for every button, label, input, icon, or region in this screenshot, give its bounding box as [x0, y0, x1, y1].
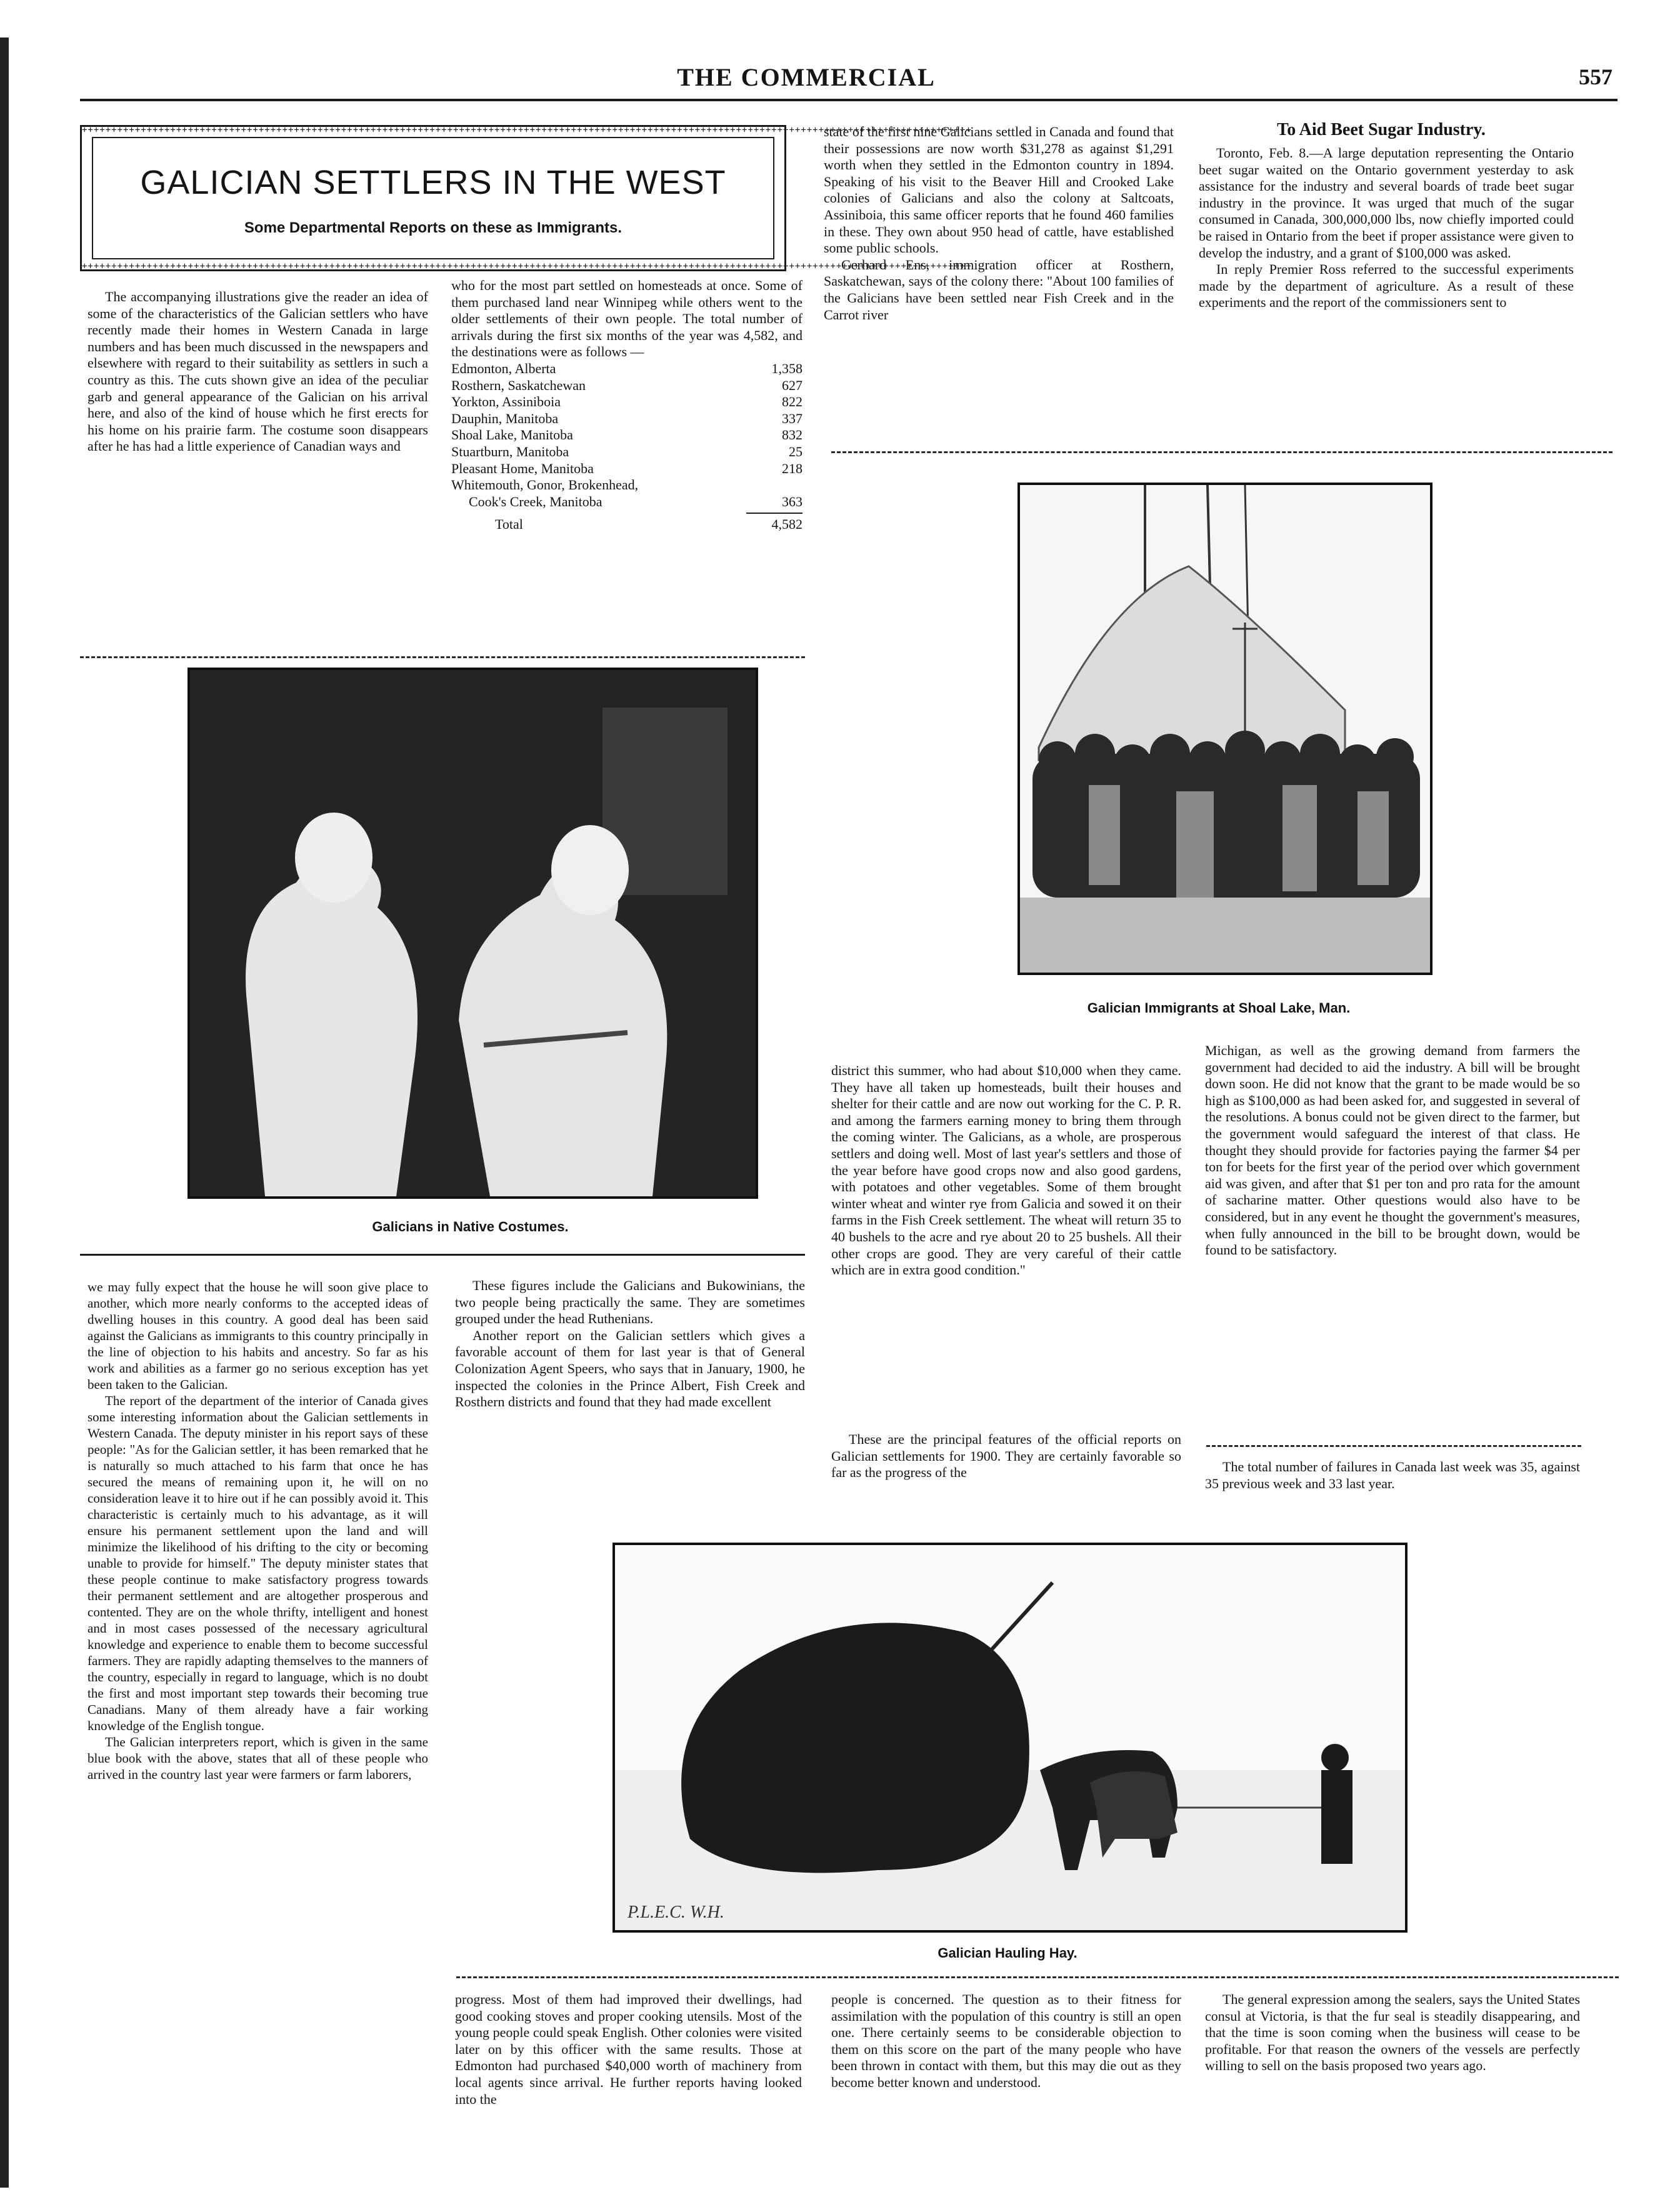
- page-binding-edge: [0, 38, 9, 2188]
- beet-sugar-headline: To Aid Beet Sugar Industry.: [1277, 120, 1486, 139]
- caption-shoal-lake: Galician Immigrants at Shoal Lake, Man.: [1087, 1000, 1351, 1016]
- failures-note: The total number of failures in Canada last week was 35, against 35 previous week and 33 last year.: [1205, 1459, 1580, 1491]
- bottom-paragraph-2: people is concerned. The question as to their fitness for assimilation with the population of this country is still an open one. There certainly seems to be considerable objection to them on this score on the part of the many people who have been thrown in contact with them, but this may die out as they become better known and understood.: [831, 1991, 1181, 2090]
- section-divider: [80, 1254, 805, 1256]
- article-column-3: [824, 124, 1174, 436]
- figures-column: [455, 1278, 805, 1509]
- caption-native-costumes: Galicians in Native Costumes.: [372, 1219, 569, 1234]
- section-divider: [80, 656, 805, 658]
- total-value: 4,582: [771, 516, 802, 533]
- destination-place: Rosthern, Saskatchewan: [451, 377, 586, 393]
- figures-paragraph-2: Another report on the Galician settlers which gives a favorable account of them for last year is that of General Colonization Agent Speers, who says that in January, 1900, he inspected the colonies in the Prince Albert, Fish Creek and Rosthern districts and found that they had made excellent: [455, 1327, 805, 1410]
- destination-row: [451, 477, 802, 494]
- middle-column-b: [1205, 1043, 1580, 1430]
- destination-row: [451, 361, 802, 378]
- beet-sugar-paragraph-2: In reply Premier Ross referred to the successful experiments made by the department of agriculture. As a result of these experiments and the report of the commissioners sent to: [1199, 261, 1574, 311]
- principal-features-column: [831, 1431, 1181, 1500]
- decorative-border-bottom: +++++++++++++++++++++++++++++++++++++++++++++++++++++++++++++++++++++++++++++++++++++++++++++++++++++++++++++++++++++++++++++++++++++++++++++++++++++++: [82, 261, 972, 271]
- section-divider: [831, 451, 1612, 453]
- destination-count: 627: [782, 377, 802, 393]
- destinations-table: [451, 361, 802, 510]
- destination-place: Pleasant Home, Manitoba: [451, 460, 594, 476]
- page-number: 557: [1579, 64, 1612, 89]
- beet-sugar-paragraph-1: Toronto, Feb. 8.—A large deputation representing the Ontario beet sugar waited on the Ontario government yesterday to ask assistance for the industry and several boards of trade beet sugar industry in the province. It was urged that much of the sugar consumed in Canada, 300,000,000 lbs, now chiefly imported could be raised in Ontario from the beet if proper assistance were given to develop the industry, and a grant of $100,000 was asked.: [1199, 145, 1574, 261]
- headline: GALICIAN SETTLERS IN THE WEST: [140, 164, 726, 201]
- middle-paragraph-b: Michigan, as well as the growing demand from farmers the government had decided to aid the industry. A bill will be brought down soon. He did not know that the grant to be made would be so high as $100,000 as had been asked for, and suggested in several of the resolutions. A bonus could not be given direct to the farmer, but the government would safeguard the interest of that class. He thought they should provide for factories paying the farmer $4 per ton for beets for the first year of the period over which government aid was given, and after that $1 per ton and pro rata for the amount of sacharine matter. Other questions would also have to be considered, but in any event he thought the government's measures, when fully announced in the bill to be brought down, would be found to be satisfactory.: [1205, 1043, 1580, 1258]
- photo-illustration: [1020, 485, 1430, 973]
- article-column-2: [451, 278, 802, 653]
- beet-sugar-article: [1199, 145, 1574, 433]
- col3-paragraph-1: state of the first nine Galicians settled in Canada and found that their possessions are now worth $31,278 as against $1,291 worth when they settled in the Edmonton country in 1894. Speaking of his visit to the Beaver Hill and Crooked Lake colonies of Galicians and also the colony at Saltcoats, Assiniboia, this same officer reports that he found 460 families in these. They own about 950 head of cattle, have established some public schools.: [824, 124, 1174, 256]
- destination-row: [451, 394, 802, 411]
- photo-hauling-hay: [612, 1543, 1408, 1933]
- photo-signature: P.L.E.C. W.H.: [628, 1903, 724, 1922]
- destination-count: [752, 477, 802, 494]
- destination-place: Whitemouth, Gonor, Brokenhead,: [451, 477, 639, 493]
- destination-place: Shoal Lake, Manitoba: [451, 427, 573, 443]
- left-long-column: [88, 1279, 428, 2179]
- section-divider: [1206, 1445, 1581, 1447]
- destination-place: Yorkton, Assiniboia: [451, 394, 561, 410]
- masthead: THE COMMERCIAL: [677, 63, 936, 91]
- destination-count: 822: [782, 394, 802, 410]
- destination-count: 337: [782, 410, 802, 426]
- destination-place: Dauphin, Manitoba: [451, 410, 559, 426]
- masthead-rule: [80, 99, 1618, 101]
- photo-native-costumes: [188, 668, 758, 1199]
- destination-place: Edmonton, Alberta: [451, 360, 556, 376]
- figures-paragraph-1: These figures include the Galicians and Bukowinians, the two people being practically the same. They are sometimes grouped under the head Ruthenians.: [455, 1278, 805, 1327]
- destination-row: [451, 444, 802, 461]
- destination-count: 363: [782, 493, 802, 509]
- bottom-column-2: [831, 1991, 1181, 2191]
- destination-row: [451, 494, 802, 511]
- principal-features-paragraph: These are the principal features of the official reports on Galician settlements for 1900. They are certainly favorable so far as the progress of the: [831, 1431, 1181, 1481]
- arrivals-intro: who for the most part settled on homesteads at once. Some of them purchased land near Winnipeg while others went to the older settlements of their own people. The total number of arrivals during the first six months of the year was 4,582, and the destinations were as follows —: [451, 278, 802, 360]
- failures-column: [1205, 1459, 1580, 1521]
- destination-row: [451, 411, 802, 428]
- photo-illustration: [190, 670, 756, 1196]
- destination-count: 218: [782, 460, 802, 476]
- bottom-column-1: [455, 1991, 802, 2191]
- middle-column-a: [831, 1063, 1181, 1419]
- total-label: Total: [495, 516, 523, 533]
- col3-paragraph-2: Gerhard Ens, immigration officer at Rosthern, Saskatchewan, says of the colony there: "About 100 families of the Galicians have been settled near Fish Creek and in the Carrot river: [824, 256, 1174, 323]
- total-rule: [746, 513, 802, 514]
- destination-count: 832: [782, 427, 802, 443]
- decorative-border-top: +++++++++++++++++++++++++++++++++++++++++++++++++++++++++++++++++++++++++++++++++++++++++++++++++++++++++++++++++++++++++++++++++++++++++++++++++++++++: [82, 125, 972, 135]
- bottom-paragraph-1: progress. Most of them had improved their dwellings, had good cooking stoves and proper cooking utensils. Most of the young people could speak English. Other colonies were visited later on by this officer with the same results. Those at Edmonton had purchased $40,000 worth of machinery from local agents since arrival. He further reports having looked into the: [455, 1991, 802, 2107]
- destination-place: Cook's Creek, Manitoba: [469, 493, 602, 509]
- caption-hauling-hay: Galician Hauling Hay.: [938, 1945, 1078, 1961]
- destination-row: [451, 427, 802, 444]
- photo-illustration: [615, 1545, 1405, 1930]
- destination-row: [451, 378, 802, 394]
- middle-paragraph-a: district this summer, who had about $10,000 when they came. They have all taken up homesteads, built their houses and shelter for their cattle and are now out working for the C. P. R. and among the farmers earning money to bring them through the coming winter. The Galicians, as a whole, are prosperous settlers and doing well. Most of last year's settlers and those of the year before have good crops now and also good gardens, with potatoes and other vegetables. Some of them brought winter wheat and winter rye from Galicia and sowed it on their farms in the Fish Creek settlement. The wheat will return 35 to 40 bushels to the acre and rye about 20 to 25 bushels. All their other crops are good. They are very careful of their cattle which are in extra good condition.": [831, 1063, 1181, 1278]
- destination-place: Stuartburn, Manitoba: [451, 443, 569, 459]
- destination-row: [451, 461, 802, 478]
- left-paragraph-3: The Galician interpreters report, which is given in the same blue book with the above, states that all of these people who arrived in the country last year were farmers or farm laborers,: [88, 1734, 428, 1782]
- article-column-1: [88, 289, 428, 639]
- left-paragraph-1: we may fully expect that the house he will soon give place to another, which more nearly conforms to the accepted ideas of dwelling houses in this country. A good deal has been said against the Galicians as immigrants to this country principally in the line of objection to his habits and ancestry. So far as his work and abilities as a farmer go no serious exception has yet been taken to the Galician.: [88, 1279, 428, 1392]
- destination-count: 25: [789, 443, 802, 459]
- destinations-total: [451, 516, 802, 533]
- bottom-column-3: [1205, 1991, 1580, 2191]
- subheadline: Some Departmental Reports on these as Immigrants.: [244, 219, 622, 236]
- section-divider: [456, 1976, 1619, 1978]
- destination-count: 1,358: [771, 360, 802, 376]
- left-paragraph-2: The report of the department of the interior of Canada gives some interesting information about the Galician settlements in Western Canada. The deputy minister in his report says of these people: "As for the Galician settler, it has been remarked that he is naturally so much attached to his farm that once he has secured the means of remaining upon it, he will on no consideration leave it to hire out if he can possibly avoid it. This characteristic is certainly much to his advantage, as it will ensure his permanent settlement upon the land and will minimize the likelihood of his drifting to the city or becoming unable to provide for himself." The deputy minister states that these people continue to make satisfactory progress towards their permanent settlement and are altogether prosperous and contented. They are on the whole thrifty, intelligent and honest and in most cases possessed of the necessary agricultural knowledge and experience to enable them to become successful farmers. They are rapidly adapting themselves to the manners of the country, especially in regard to language, which is no doubt the first and most important step towards their becoming true Canadians. Many of them already have a fair working knowledge of the English tongue.: [88, 1393, 428, 1733]
- photo-immigrants-shoal-lake: [1018, 483, 1432, 975]
- bottom-paragraph-3: The general expression among the sealers, says the United States consul at Victoria, is that the fur seal is steadily disappearing, and that the time is soon coming when the business will cease to be profitable. For that reason the owners of the vessels are perfectly willing to sell on the basis proposed two years ago.: [1205, 1991, 1580, 2074]
- article-paragraph: The accompanying illustrations give the reader an idea of some of the characteristics of the Galician settlers who have recently made their homes in Western Canada in large numbers and has been much discussed in the newspapers and elsewhere with regard to their suitability as settlers in such a country as this. The cuts shown give an idea of the peculiar garb and general appearance of the Galician on his arrival here, and also of the kind of house which he first erects for his home on his prairie farm. The costume soon disappears after he has had a little experience of Canadian ways and: [88, 289, 428, 454]
- headline-box: [80, 125, 972, 271]
